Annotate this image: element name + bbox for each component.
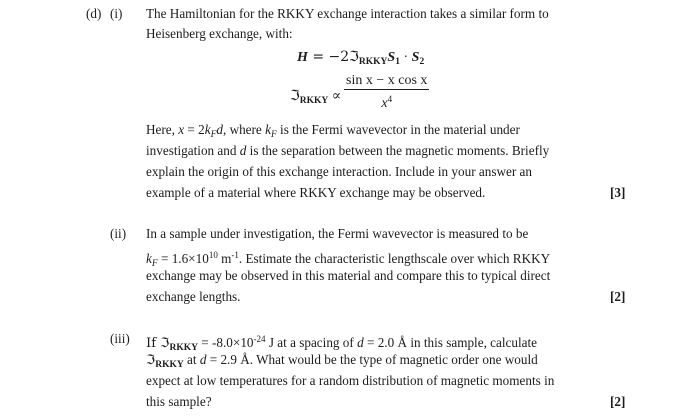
question-text-line: The Hamiltonian for the RKKY exchange interaction takes a similar form to: [146, 6, 549, 21]
question-text-line: If ℑ$_{RKKY}$ = $-8.0\times 10^{-24}$ J at a spacing of d = 2.0 Å in this sample, calculate: [146, 334, 538, 353]
question-text-line: Heisenberg exchange, with:: [146, 26, 293, 41]
eq-symbol: S: [387, 50, 396, 65]
eq-text: = −2ℑ: [307, 49, 359, 65]
marks-label: [2]: [610, 394, 626, 409]
eq-exponent: 4: [387, 94, 393, 104]
question-text-line: ℑ$_{RKKY}$ at d = 2.9 Å. What would be the type of magnetic order one would: [146, 352, 538, 370]
eq-symbol: x: [381, 96, 388, 111]
marks-label: [2]: [610, 289, 626, 304]
proportional-sign: ∝: [331, 89, 342, 104]
coupling-symbol: [290, 88, 341, 109]
eq-subscript: RKKY: [358, 57, 388, 67]
question-text-line: example of a material where RKKY exchange may be observed.: [146, 185, 486, 200]
question-text-line: Here, $x = 2k_Fd$, where $k_F$ is the Fermi wavevector in the material under: [146, 122, 520, 140]
question-text-line: investigation and d is the separation between the magnetic moments. Briefly: [146, 143, 550, 158]
part-d-label: (d): [86, 6, 102, 21]
fraction: [344, 72, 429, 111]
eq-symbol: ℑ: [290, 88, 300, 104]
question-text-line: exchange may be observed in this material and compare this to typical direct: [146, 268, 551, 283]
part-ii-label: (ii): [110, 226, 127, 241]
question-text-line: this sample?: [146, 394, 212, 409]
question-text-line: In a sample under investigation, the Fermi wavevector is measured to be: [146, 226, 529, 241]
question-text-line: $k_F = 1.6\times 10^{10}$ $m^{-1}$. Estimate the characteristic lengthscale over which RKKY: [146, 250, 551, 269]
question-text-line: expect at low temperatures for a random distribution of magnetic moments in: [146, 373, 555, 388]
eq-symbol: S: [411, 50, 420, 65]
eq-symbol: H: [297, 50, 308, 65]
question-text-line: exchange lengths.: [146, 289, 241, 304]
question-text-line: explain the origin of this exchange interaction. Include in your answer an: [146, 164, 532, 179]
fraction-denominator: [344, 89, 429, 111]
eq-text: ·: [399, 50, 412, 65]
eq-subscript: 1: [395, 57, 400, 67]
marks-label: [3]: [610, 185, 626, 200]
eq-subscript: 2: [419, 57, 425, 67]
part-iii-label: (iii): [110, 331, 130, 346]
eq-subscript: RKKY: [299, 96, 329, 106]
fraction-numerator: sin x − x cos x: [346, 73, 428, 88]
part-i-label: (i): [110, 6, 123, 21]
hamiltonian-equation: [297, 49, 424, 70]
